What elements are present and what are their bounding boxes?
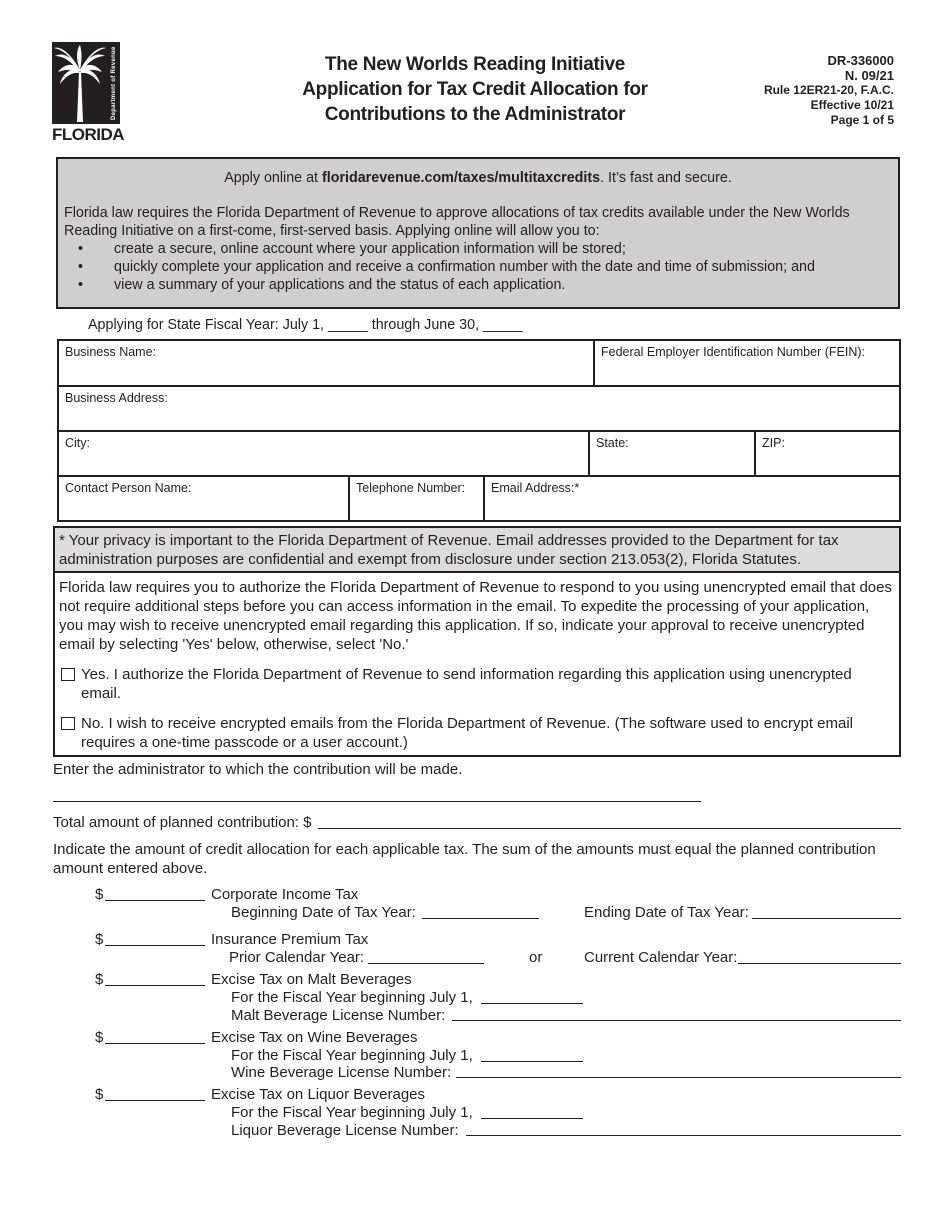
- insurance-current-line[interactable]: [738, 963, 901, 964]
- insurance-tax-name: Insurance Premium Tax: [211, 931, 369, 948]
- online-info-box: [56, 157, 900, 309]
- total-label: Total amount of planned contribution: $: [53, 814, 312, 831]
- florida-dor-logo: [52, 42, 125, 144]
- business-name-field[interactable]: Business Name:: [65, 345, 157, 359]
- no-option[interactable]: [59, 714, 895, 752]
- insurance-prior-line[interactable]: [368, 963, 484, 964]
- no-option-label: No. I wish to receive encrypted emails from the Florida Department of Revenue. (The software used to encrypt email requires a one-time passcode or a user account.): [81, 715, 854, 751]
- corporate-dollar: $: [95, 886, 104, 903]
- insurance-current-label: Current Calendar Year:: [584, 949, 738, 966]
- insurance-amount-line[interactable]: [105, 945, 205, 946]
- zip-field[interactable]: ZIP:: [754, 432, 899, 475]
- malt-license-line[interactable]: [452, 1020, 901, 1021]
- insurance-dollar: $: [95, 931, 104, 948]
- logo-side-text: Department of Revenue: [108, 42, 120, 124]
- email-authorization: [55, 573, 899, 755]
- email-paragraph: Florida law requires you to authorize the Florida Department of Revenue to respond to you using unencrypted email that does not require additional steps before you can access information in the email. To expedite the processing of your application, you may wish to receive unencrypted email regarding this application. If so, indicate your approval to receive unencrypted email by selecting 'Yes' below, otherwise, select 'No.': [59, 579, 892, 653]
- wine-license-line[interactable]: [456, 1077, 901, 1078]
- yes-checkbox[interactable]: [61, 668, 75, 681]
- info-paragraph: Florida law requires the Florida Department of Revenue to approve allocations of tax credits available under the New Worlds Reading Initiative on a first-come, first-served basis. Applying online will allow you to:: [64, 205, 850, 239]
- wine-amount-line[interactable]: [105, 1043, 205, 1044]
- liquor-dollar: $: [95, 1086, 104, 1103]
- corporate-end-label: Ending Date of Tax Year:: [584, 904, 749, 921]
- wine-fiscal-line[interactable]: [481, 1061, 583, 1062]
- form-number-block: [764, 53, 894, 128]
- administrator-line[interactable]: [53, 801, 701, 802]
- city-field[interactable]: City:: [65, 436, 90, 450]
- corporate-begin-line[interactable]: [422, 918, 539, 919]
- liquor-fiscal-line[interactable]: [481, 1118, 583, 1119]
- liquor-amount-line[interactable]: [105, 1100, 205, 1101]
- telephone-field[interactable]: Telephone Number:: [348, 477, 483, 520]
- liquor-fiscal-label: For the Fiscal Year beginning July 1,: [231, 1104, 473, 1121]
- list-item: • create a secure, online account where your application information will be stored;: [64, 240, 892, 258]
- fiscal-year-line[interactable]: Applying for State Fiscal Year: July 1, _____ through June 30, _____: [88, 317, 523, 333]
- form-title: The New Worlds Reading Initiative Application for Tax Credit Allocation for Contributions to the Administrator: [302, 54, 648, 125]
- corporate-end-line[interactable]: [752, 918, 901, 919]
- email-field[interactable]: Email Address:*: [483, 477, 899, 520]
- form-revision: N. 09/21: [844, 68, 894, 83]
- no-checkbox[interactable]: [61, 717, 75, 730]
- form-number: DR-336000: [827, 53, 894, 68]
- list-item: • quickly complete your application and receive a confirmation number with the date and time of submission; and: [64, 258, 892, 276]
- business-address-field[interactable]: Business Address:: [65, 391, 168, 405]
- malt-tax-name: Excise Tax on Malt Beverages: [211, 971, 412, 988]
- form-rule: Rule 12ER21-20, F.A.C.: [763, 83, 894, 97]
- wine-license-label: Wine Beverage License Number:: [231, 1064, 452, 1081]
- privacy-box: [53, 526, 901, 757]
- corporate-begin-label: Beginning Date of Tax Year:: [231, 904, 416, 921]
- wine-dollar: $: [95, 1029, 104, 1046]
- allocation-instructions: Indicate the amount of credit allocation for each applicable tax. The sum of the amounts must equal the planned contribution amount entered above.: [53, 841, 876, 877]
- list-item: • view a summary of your applications and the status of each application.: [64, 276, 892, 294]
- malt-license-label: Malt Beverage License Number:: [231, 1007, 446, 1024]
- corporate-amount-line[interactable]: [105, 900, 205, 901]
- form-effective: Effective 10/21: [810, 98, 894, 112]
- palm-tree-icon: [52, 42, 108, 124]
- page-number: Page 1 of 5: [830, 113, 894, 127]
- state-field[interactable]: State:: [588, 432, 754, 475]
- apply-online-link[interactable]: floridarevenue.com/taxes/multitaxcredits: [322, 170, 601, 186]
- liquor-license-line[interactable]: [466, 1135, 901, 1136]
- insurance-or: or: [529, 949, 543, 966]
- info-bullets: [64, 240, 892, 294]
- malt-fiscal-label: For the Fiscal Year beginning July 1,: [231, 989, 473, 1006]
- contact-name-field[interactable]: Contact Person Name:: [65, 481, 192, 495]
- malt-dollar: $: [95, 971, 104, 988]
- total-amount-line[interactable]: [318, 828, 901, 829]
- malt-amount-line[interactable]: [105, 985, 205, 986]
- liquor-tax-name: Excise Tax on Liquor Beverages: [211, 1086, 426, 1103]
- privacy-notice: * Your privacy is important to the Florida Department of Revenue. Email addresses provided to the Department for tax administration purposes are confidential and exempt from disclosure under section 213.053(2), Florida Statutes.: [55, 528, 899, 573]
- wine-fiscal-label: For the Fiscal Year beginning July 1,: [231, 1047, 473, 1064]
- liquor-license-label: Liquor Beverage License Number:: [231, 1122, 459, 1139]
- apply-online-line: Apply online at floridarevenue.com/taxes/multitaxcredits. It’s fast and secure.: [224, 170, 732, 186]
- yes-option-label: Yes. I authorize the Florida Department of Revenue to send information regarding this application using unencrypted email.: [81, 666, 852, 702]
- yes-option[interactable]: [59, 665, 895, 703]
- corporate-tax-name: Corporate Income Tax: [211, 886, 359, 903]
- logo-word: FLORIDA: [52, 125, 125, 144]
- administrator-prompt: Enter the administrator to which the contribution will be made.: [53, 761, 463, 778]
- wine-tax-name: Excise Tax on Wine Beverages: [211, 1029, 418, 1046]
- business-info-grid: [57, 339, 901, 522]
- fein-field[interactable]: Federal Employer Identification Number (FEIN):: [593, 341, 899, 385]
- malt-fiscal-line[interactable]: [481, 1003, 583, 1004]
- insurance-prior-label: Prior Calendar Year:: [229, 949, 365, 966]
